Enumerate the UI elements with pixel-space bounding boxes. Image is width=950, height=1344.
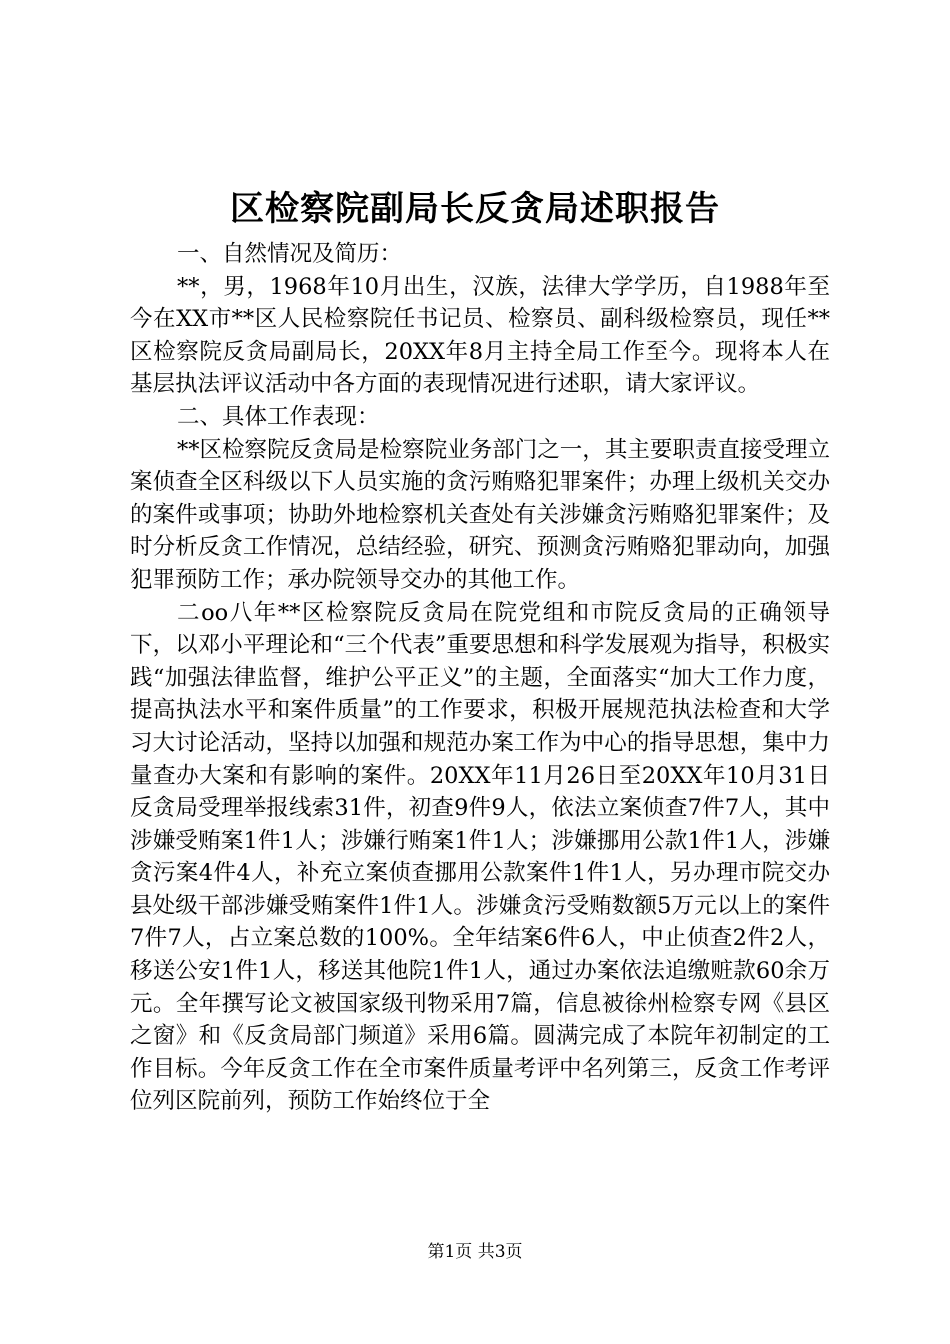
- paragraph-duties: **区检察院反贪局是检察院业务部门之一，其主要职责直接受理立案侦查全区科级以下人员实施的贪污贿赂犯罪案件；办理上级机关交办的案件或事项；协助外地检察机关查处有关涉嫌贪污贿赂犯罪案件；及时分析反贪工作情况，总结经验，研究、预测贪污贿赂犯罪动向，加强犯罪预防工作；承办院领导交办的其他工作。: [130, 436, 830, 593]
- document-title: 区检察院副局长反贪局述职报告: [230, 189, 720, 229]
- section-heading-1: 一、自然情况及简历：: [177, 241, 403, 267]
- paragraph-profile: **，男，1968年10月出生，汉族，法律大学学历，自1988年至今在XX市**区人民检察院任书记员、检察员、副科级检察员，现任**区检察院反贪局副局长，20XX年8月主持全局工作至今。现将本人在基层执法评议活动中各方面的表现情况进行述职，请大家评议。: [130, 273, 830, 398]
- document-body: [130, 238, 830, 1118]
- paragraph-work-summary: 二oo八年**区检察院反贪局在院党组和市院反贪局的正确领导下，以邓小平理论和“三个代表”重要思想和科学发展观为指导，积极实践“加强法律监督，维护公平正义”的主题，全面落实“加大工作力度，提高执法水平和案件质量”的工作要求，积极开展规范执法检查和大学习大讨论活动，坚持以加强和规范办案工作为中心的指导思想，集中力量查办大案和有影响的案件。20XX年11月26日至20XX年10月31日反贪局受理举报线索31件，初查9件9人，依法立案侦查7件7人，其中涉嫌受贿案1件1人；涉嫌行贿案1件1人；涉嫌挪用公款1件1人，涉嫌贪污案4件4人，补充立案侦查挪用公款案件1件1人，另办理市院交办县处级干部涉嫌受贿案件1件1人。涉嫌贪污受贿数额5万元以上的案件7件7人，占立案总数的100%。全年结案6件6人，中止侦查2件2人，移送公安1件1人，移送其他院1件1人，通过办案依法追缴赃款60余万元。全年撰写论文被国家级刊物采用7篇，信息被徐州检察专网《县区之窗》和《反贪局部门频道》采用6篇。圆满完成了本院年初制定的工作目标。今年反贪工作在全市案件质量考评中名列第三，反贪工作考评位列区院前列，预防工作始终位于全: [130, 599, 830, 1115]
- page-footer: 第1页 共3页: [427, 1242, 523, 1262]
- section-heading-2: 二、具体工作表现：: [177, 403, 380, 430]
